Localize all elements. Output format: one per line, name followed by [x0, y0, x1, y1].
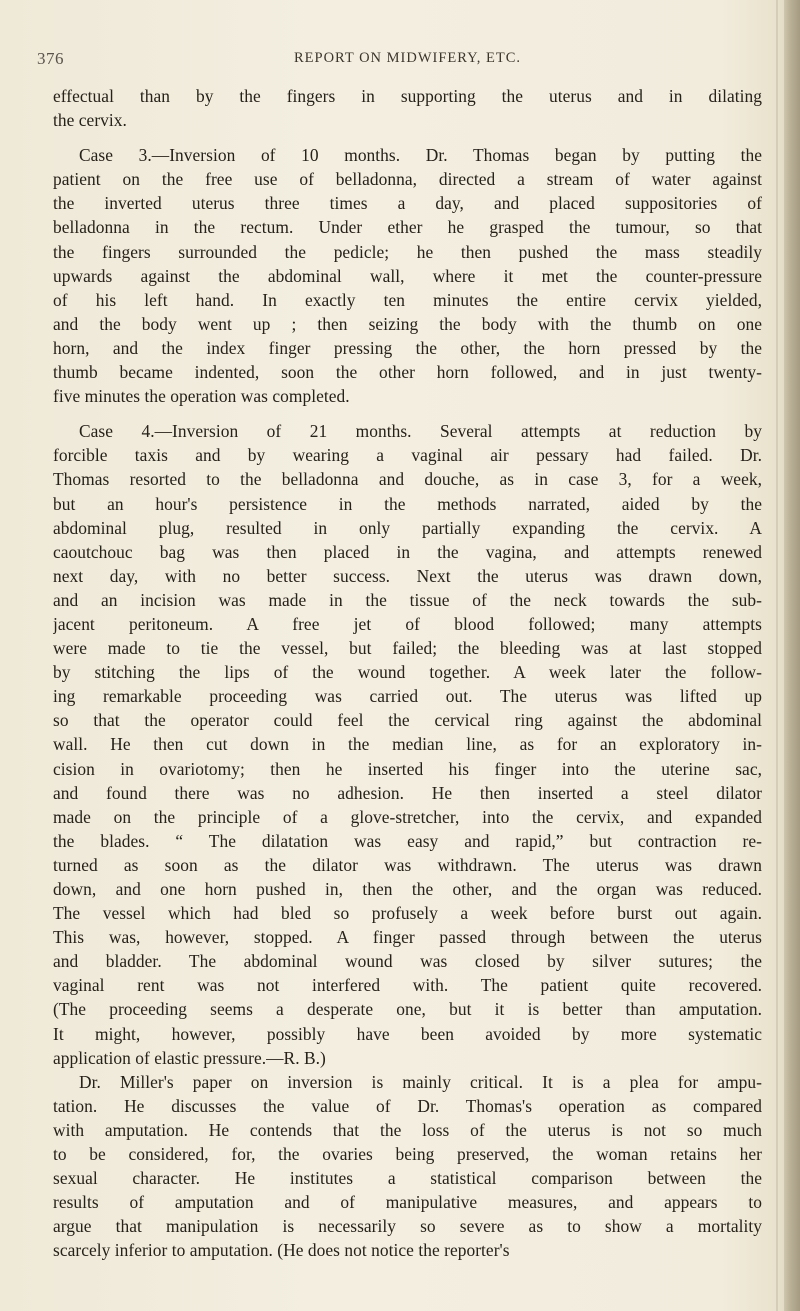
- text-line: wall. He then cut down in the median line, as for an exploratory in-: [53, 734, 762, 755]
- text-line: down, and one horn pushed in, then the other, and the organ was reduced.: [53, 879, 762, 899]
- text-line: Thomas resorted to the belladonna and douche, as in case 3, for a week,: [53, 469, 762, 490]
- text-line: cision in ovariotomy; then he inserted his finger into the uterine sac,: [53, 758, 762, 779]
- text-line: made on the principle of a glove-stretcher, into the cervix, and expanded: [53, 806, 762, 827]
- paragraph-3: [53, 419, 762, 1070]
- text-line: scarcely inferior to amputation. (He does not notice the reporter's: [53, 1240, 510, 1261]
- text-line: It might, however, possibly have been avoided by more systematic: [53, 1023, 762, 1044]
- text-line: and an incision was made in the tissue of the neck towards the sub-: [53, 589, 762, 610]
- paragraph-1: [53, 84, 762, 132]
- page-edge: [784, 0, 800, 1311]
- text-line: Case 3.—Inversion of 10 months. Dr. Thomas began by putting the: [79, 145, 762, 166]
- text-line: the blades. “ The dilatation was easy and rapid,” but contraction re-: [53, 830, 762, 851]
- text-line: This was, however, stopped. A finger passed through between the uterus: [53, 927, 762, 948]
- page-number: 376: [37, 49, 64, 68]
- text-line: vaginal rent was not interfered with. The patient quite recovered.: [53, 975, 762, 996]
- text-line: were made to tie the vessel, but failed; the bleeding was at last stopped: [53, 638, 762, 659]
- text-line: horn, and the index finger pressing the other, the horn pressed by the: [53, 337, 762, 358]
- paragraph-gap: [53, 132, 762, 143]
- text-line: but an hour's persistence in the methods narrated, aided by the: [53, 493, 762, 514]
- paragraph-gap: [53, 408, 762, 419]
- text-line: with amputation. He contends that the loss of the uterus is not so much: [53, 1119, 762, 1140]
- text-line: jacent peritoneum. A free jet of blood followed; many attempts: [53, 613, 762, 634]
- text-line: (The proceeding seems a desperate one, but it is better than amputation.: [53, 999, 762, 1020]
- text-line: upwards against the abdominal wall, where it met the counter-pressure: [53, 265, 762, 286]
- text-line: and found there was no adhesion. He then inserted a steel dilator: [53, 782, 762, 803]
- text-line: so that the operator could feel the cervical ring against the abdominal: [53, 710, 762, 731]
- text-line: next day, with no better success. Next the uterus was drawn down,: [53, 565, 762, 586]
- running-title: REPORT ON MIDWIFERY, ETC.: [293, 50, 522, 66]
- body-text: [53, 84, 762, 1263]
- text-line: the fingers surrounded the pedicle; he then pushed the mass steadily: [53, 241, 762, 262]
- text-line: Dr. Miller's paper on inversion is mainly critical. It is a plea for ampu-: [79, 1071, 762, 1092]
- text-line: and bladder. The abdominal wound was closed by silver sutures; the: [53, 951, 762, 972]
- text-line: argue that manipulation is necessarily so severe as to show a mortality: [53, 1216, 762, 1237]
- text-line: patient on the free use of belladonna, directed a stream of water against: [53, 169, 762, 190]
- paragraph-4: [53, 1070, 762, 1263]
- text-line: forcible taxis and by wearing a vaginal air pessary had failed. Dr.: [53, 445, 762, 466]
- text-line: ing remarkable proceeding was carried out. The uterus was lifted up: [53, 686, 762, 707]
- text-line: the inverted uterus three times a day, and placed suppositories of: [53, 193, 762, 214]
- text-line: of his left hand. In exactly ten minutes the entire cervix yielded,: [53, 289, 762, 310]
- text-line: results of amputation and of manipulative measures, and appears to: [53, 1192, 762, 1213]
- text-line: application of elastic pressure.—R. B.): [53, 1047, 326, 1068]
- text-line: tation. He discusses the value of Dr. Thomas's operation as compared: [53, 1095, 762, 1116]
- text-line: thumb became indented, soon the other horn followed, and in just twenty-: [53, 362, 762, 383]
- text-line: Case 4.—Inversion of 21 months. Several attempts at reduction by: [79, 421, 762, 442]
- text-line: sexual character. He institutes a statistical comparison between the: [53, 1168, 762, 1189]
- text-line: by stitching the lips of the wound together. A week later the follow-: [53, 662, 762, 683]
- text-line: five minutes the operation was completed.: [53, 386, 350, 407]
- text-line: abdominal plug, resulted in only partially expanding the cervix. A: [53, 517, 762, 538]
- text-line: turned as soon as the dilator was withdrawn. The uterus was drawn: [53, 854, 762, 875]
- text-line: caoutchouc bag was then placed in the vagina, and attempts renewed: [53, 541, 762, 562]
- text-line: the cervix.: [53, 110, 127, 131]
- text-line: The vessel which had bled so profusely a week before burst out again.: [53, 903, 762, 924]
- text-line: belladonna in the rectum. Under ether he grasped the tumour, so that: [53, 217, 762, 238]
- text-line: to be considered, for, the ovaries being preserved, the woman retains her: [53, 1144, 762, 1165]
- page-gutter-line: [776, 0, 778, 1311]
- text-line: and the body went up ; then seizing the body with the thumb on one: [53, 313, 762, 334]
- text-line: effectual than by the fingers in supporting the uterus and in dilating: [53, 86, 762, 106]
- paragraph-2: [53, 143, 762, 408]
